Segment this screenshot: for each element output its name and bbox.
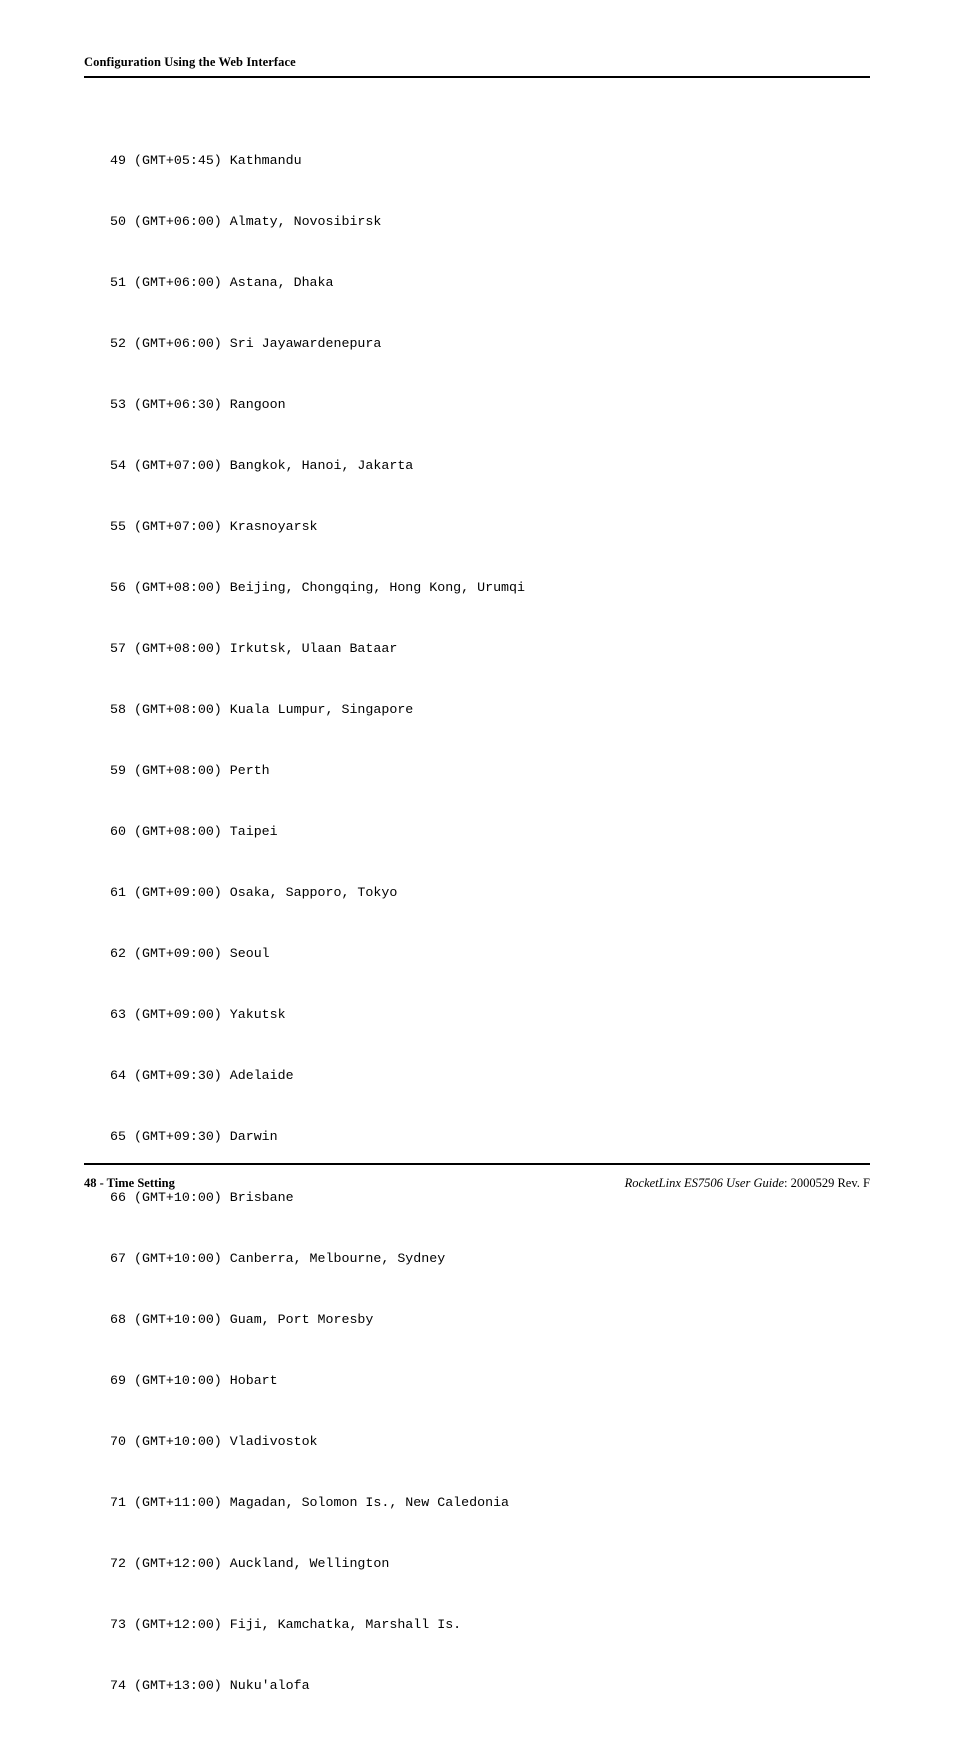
- list-item-label: (GMT+07:00) Krasnoyarsk: [134, 518, 318, 534]
- list-item-number: 57: [110, 640, 126, 656]
- list-item-label: (GMT+09:30) Adelaide: [134, 1068, 294, 1084]
- list-item-label: (GMT+08:00) Perth: [134, 763, 270, 778]
- list-item: [96, 1493, 886, 1513]
- list-item-label: (GMT+11:00) Magadan, Solomon Is., New Caledonia: [134, 1495, 510, 1511]
- list-item-number: 54: [110, 457, 126, 473]
- list-item-label: (GMT+09:30) Darwin: [134, 1129, 278, 1145]
- list-item: [96, 883, 886, 903]
- list-item: [96, 212, 886, 232]
- list-item-label: (GMT+06:30) Rangoon: [134, 396, 286, 412]
- list-item-label: (GMT+08:00) Beijing, Chongqing, Hong Kong, Urumqi: [134, 579, 525, 595]
- list-item-label: (GMT+09:00) Osaka, Sapporo, Tokyo: [134, 885, 398, 901]
- list-item: [96, 517, 886, 537]
- list-item-label: (GMT+09:00) Yakutsk: [134, 1007, 286, 1023]
- list-item: [96, 1615, 886, 1635]
- list-item: [96, 1005, 886, 1025]
- list-item-label: (GMT+12:00) Fiji, Kamchatka, Marshall Is.: [134, 1617, 462, 1633]
- list-item: [96, 395, 886, 415]
- list-item-label: (GMT+09:00) Seoul: [134, 946, 270, 962]
- footer-document-label: [625, 1176, 870, 1191]
- header-divider: [84, 76, 870, 78]
- list-item-label: (GMT+10:00) Hobart: [134, 1373, 278, 1389]
- list-item-number: 66: [110, 1190, 126, 1206]
- list-item-label: (GMT+10:00) Canberra, Melbourne, Sydney: [134, 1251, 446, 1267]
- list-item-number: 74: [110, 1678, 126, 1694]
- list-item: [96, 944, 886, 964]
- list-item-label: (GMT+06:00) Sri Jayawardenepura: [134, 335, 382, 351]
- list-item: [96, 1676, 886, 1696]
- list-item-label: (GMT+13:00) Nuku'alofa: [134, 1678, 310, 1694]
- list-item-label: (GMT+10:00) Vladivostok: [134, 1434, 318, 1450]
- list-item: [96, 1554, 886, 1574]
- list-item-label: (GMT+08:00) Irkutsk, Ulaan Bataar: [134, 640, 398, 656]
- list-item-number: 55: [110, 518, 126, 534]
- list-item-number: 64: [110, 1068, 126, 1084]
- list-item-label: (GMT+05:45) Kathmandu: [134, 152, 302, 168]
- list-item-number: 69: [110, 1373, 126, 1389]
- list-item-label: (GMT+12:00) Auckland, Wellington: [134, 1556, 390, 1572]
- list-item-number: 49: [110, 152, 126, 168]
- list-item-label: (GMT+08:00) Taipei: [134, 824, 278, 840]
- footer-revision: : 2000529 Rev. F: [784, 1176, 870, 1190]
- list-item: [96, 1127, 886, 1147]
- list-item-number: 51: [110, 274, 126, 290]
- list-item-number: 70: [110, 1434, 126, 1450]
- footer-page-label: 48 - Time Setting: [84, 1176, 175, 1190]
- page-header-title: Configuration Using the Web Interface: [84, 55, 296, 69]
- footer-divider: [84, 1163, 870, 1165]
- list-item-number: 60: [110, 824, 126, 840]
- list-item: [96, 639, 886, 659]
- list-item: [96, 334, 886, 354]
- list-item: [96, 1188, 886, 1208]
- list-item-number: 68: [110, 1312, 126, 1328]
- list-item-number: 67: [110, 1251, 126, 1267]
- list-item-label: (GMT+10:00) Brisbane: [134, 1190, 294, 1206]
- footer-guide-name: User Guide: [726, 1176, 784, 1190]
- list-item: [96, 761, 886, 781]
- list-item-label: (GMT+06:00) Astana, Dhaka: [134, 274, 334, 290]
- list-item-label: (GMT+06:00) Almaty, Novosibirsk: [134, 213, 382, 229]
- list-item-number: 59: [110, 763, 126, 778]
- list-item: [96, 1432, 886, 1452]
- list-item: [96, 578, 886, 598]
- list-item: [96, 700, 886, 720]
- list-item: [96, 1371, 886, 1391]
- list-item: [96, 822, 886, 842]
- list-item-number: 62: [110, 946, 126, 962]
- footer-product-name: RocketLinx ES7506: [624, 1176, 723, 1190]
- list-item: [96, 151, 886, 171]
- list-item-number: 61: [110, 885, 126, 901]
- list-item-number: 73: [110, 1617, 126, 1633]
- list-item-label: (GMT+08:00) Kuala Lumpur, Singapore: [134, 701, 414, 717]
- list-item: [96, 1310, 886, 1330]
- list-item: [96, 1066, 886, 1086]
- list-item-number: 65: [110, 1129, 126, 1145]
- list-item-number: 71: [110, 1495, 126, 1511]
- list-item: [96, 456, 886, 476]
- list-item-label: (GMT+07:00) Bangkok, Hanoi, Jakarta: [134, 457, 414, 473]
- list-item-number: 50: [110, 213, 126, 229]
- list-item-number: 52: [110, 335, 126, 351]
- list-item: [96, 273, 886, 293]
- list-item-number: 63: [110, 1007, 126, 1023]
- list-item-number: 72: [110, 1556, 126, 1572]
- list-item-number: 53: [110, 396, 126, 412]
- timezone-list: [96, 110, 886, 1738]
- list-item-label: (GMT+10:00) Guam, Port Moresby: [134, 1312, 374, 1328]
- list-item-number: 58: [110, 701, 126, 717]
- list-item: [96, 1249, 886, 1269]
- list-item-number: 56: [110, 579, 126, 595]
